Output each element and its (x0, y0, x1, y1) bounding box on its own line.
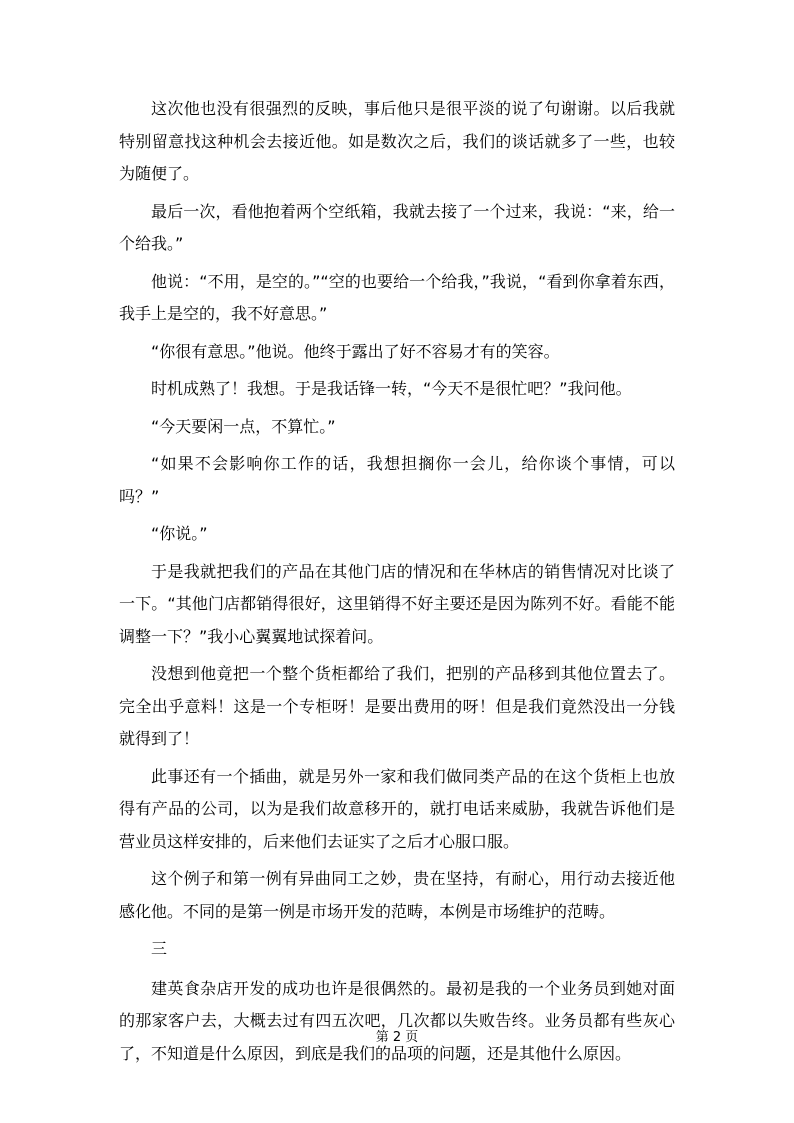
paragraph: “你很有意思。”他说。他终于露出了好不容易才有的笑容。 (151, 341, 560, 361)
paragraph: 时机成熟了！我想。于是我话锋一转，“今天不是很忙吧？”我问他。 (151, 379, 632, 398)
paragraph: 这个例子和第一例有异曲同工之妙，贵在坚持，有耐心，用行动去接近他感化他。不同的是第一例是市场开发的范畴，本例是市场维护的范畴。 (119, 869, 675, 921)
paragraph: 最后一次，看他抱着两个空纸箱，我就去接了一个过来，我说：“来，给一个给我。” (119, 201, 675, 253)
paragraph: “今天要闲一点，不算忙。” (151, 416, 336, 436)
paragraph: 他说：“不用，是空的。”“空的也要给一个给我，”我说，“看到你拿着东西，我手上是空的，我不好意思。” (119, 271, 675, 323)
paragraph: “你说。” (151, 524, 208, 543)
paragraph: 没想到他竟把一个整个货柜都给了我们，把别的产品移到其他位置去了。完全出乎意料！这是一个专柜呀！是要出费用的呀！但是我们竟然没出一分钱就得到了！ (119, 664, 675, 748)
page-number: 第 2 页 (375, 1030, 419, 1045)
document-body (119, 93, 675, 1075)
section-heading: 三 (151, 939, 168, 958)
paragraph: 建英食杂店开发的成功也许是很偶然的。最初是我的一个业务员到她对面的那家客户去，大概去过有四五次吧，几次都以失败告终。业务员都有些灰心了，不知道是什么原因，到底是我们的品项的问题，还是其他什么原因。 (119, 978, 675, 1063)
paragraph: “如果不会影响你工作的话，我想担搁你一会儿，给你谈个事情，可以吗？” (119, 454, 675, 506)
paragraph: 这次他也没有很强烈的反映，事后他只是很平淡的说了句谢谢。以后我就特别留意找这种机会去接近他。如是数次之后，我们的谈话就多了一些，也较为随便了。 (119, 99, 675, 183)
paragraph: 于是我就把我们的产品在其他门店的情况和在华林店的销售情况对比谈了一下。“其他门店都销得很好，这里销得不好主要还是因为陈列不好。看能不能调整一下？”我小心翼翼地试探着问。 (119, 561, 675, 646)
paragraph: 此事还有一个插曲，就是另外一家和我们做同类产品的在这个货柜上也放得有产品的公司，以为是我们故意移开的，就打电话来威胁，我就告诉他们是营业员这样安排的，后来他们去证实了之后才心服口服。 (119, 766, 675, 851)
